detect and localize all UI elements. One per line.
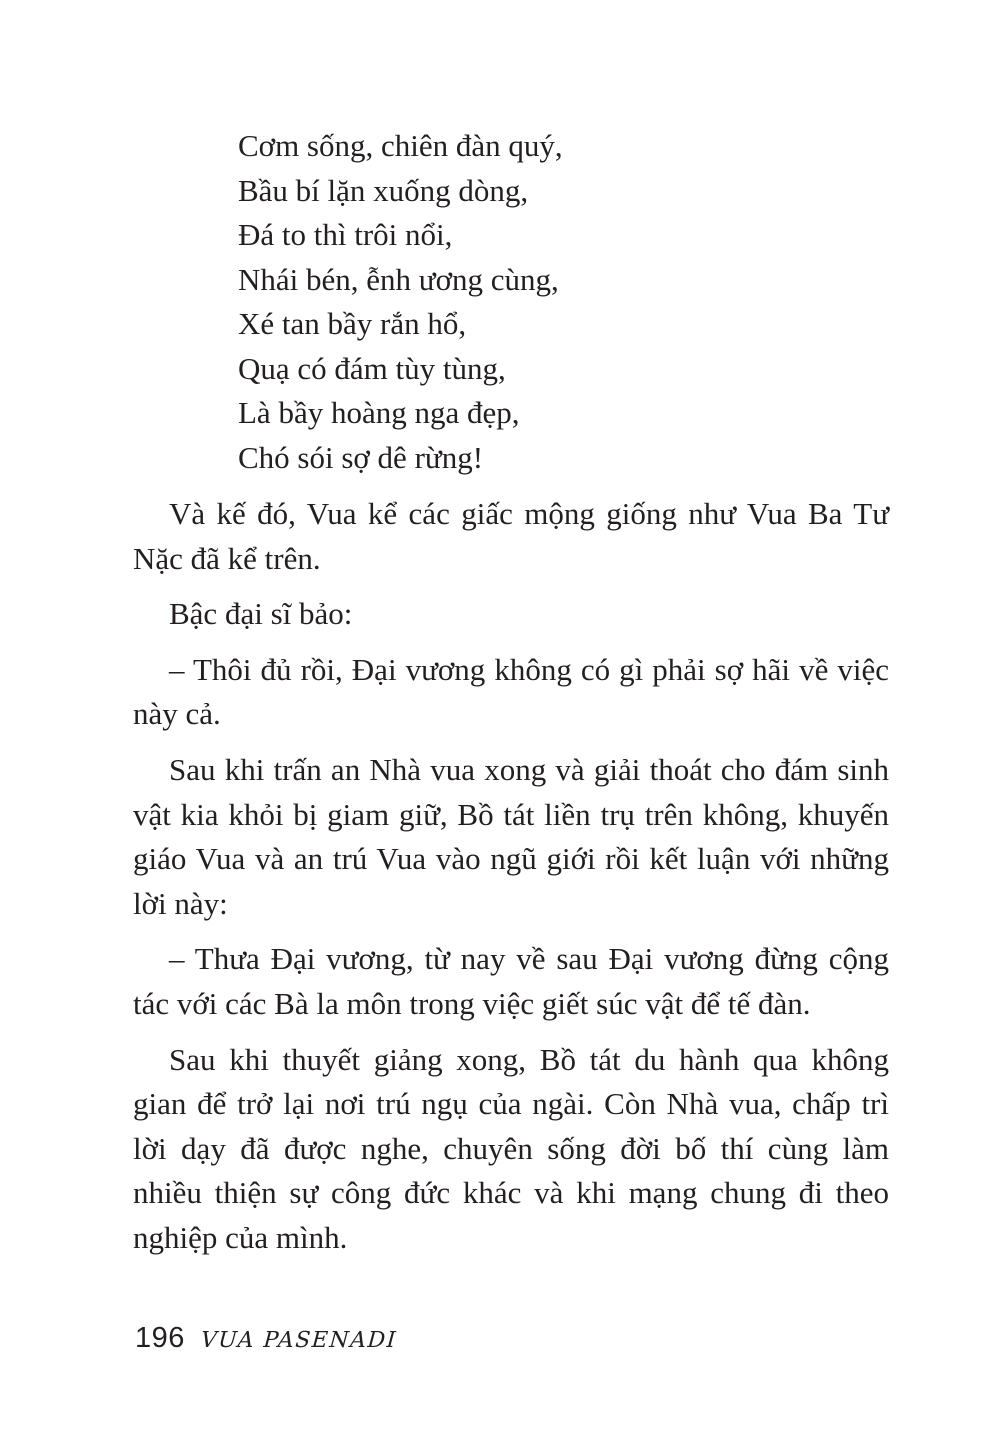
paragraph: Và kế đó, Vua kể các giấc mộng giống như Vua Ba Tư Nặc đã kể trên. xyxy=(133,496,889,576)
body-text xyxy=(133,492,889,1272)
paragraph: Sau khi thuyết giảng xong, Bồ tát du hành qua không gian để trở lại nơi trú ngụ của ngài. Còn Nhà vua, chấp trì lời dạy đã được nghe, chuyên sống đời bố thí cùng làm nhiều thiện sự công đức khác và khi mạng chung đi theo nghiệp của mình. xyxy=(133,1041,889,1255)
verse-line: Là bầy hoàng nga đẹp, xyxy=(238,395,520,430)
verse-line: Nhái bén, ễnh ương cùng, xyxy=(238,261,559,297)
page-footer xyxy=(135,1322,397,1366)
verse-line: Chó sói sợ dê rừng! xyxy=(238,439,484,475)
verse-line: Quạ có đám tùy tùng, xyxy=(238,350,506,386)
verse-line: Bầu bí lặn xuống dòng, xyxy=(238,172,529,208)
verse-line: Đá to thì trôi nổi, xyxy=(238,217,453,252)
verse-line: Cơm sống, chiên đàn quý, xyxy=(238,128,563,163)
paragraph: Sau khi trấn an Nhà vua xong và giải thoát cho đám sinh vật kia khỏi bị giam giữ, Bồ tát liền trụ trên không, khuyến giáo Vua và an trú Vua vào ngũ giới rồi kết luận với những lời này: xyxy=(133,751,889,921)
dialogue-paragraph: – Thôi đủ rồi, Đại vương không có gì phải sợ hãi về việc này cả. xyxy=(133,651,889,732)
paragraph: Bậc đại sĩ bảo: xyxy=(169,596,353,632)
verse-block xyxy=(238,124,838,480)
dialogue-paragraph: – Thưa Đại vương, từ nay về sau Đại vương đừng cộng tác với các Bà la môn trong việc giết súc vật để tế đàn. xyxy=(133,941,889,1021)
page-number: 196 xyxy=(135,1322,185,1354)
verse-line: Xé tan bầy rắn hổ, xyxy=(238,306,467,341)
running-title: VUA PASENADI xyxy=(200,1328,398,1353)
